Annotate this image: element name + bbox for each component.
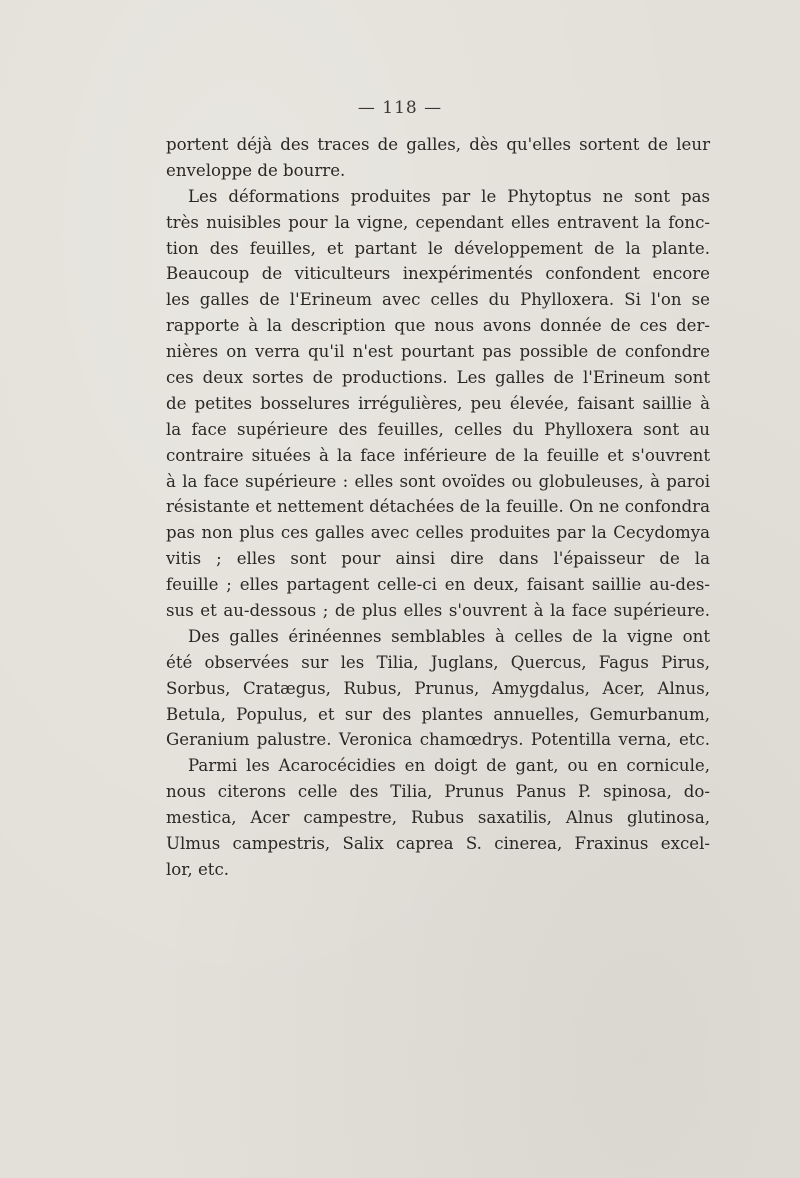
body-text xyxy=(166,132,710,883)
page-number: — 118 — xyxy=(357,98,443,118)
text-line: de petites bosselures irrégulières, peu élevée, faisant saillie à xyxy=(166,393,710,413)
text-line: très nuisibles pour la vigne, cependant elles entravent la fonc- xyxy=(166,212,710,232)
text-line: Des galles érinéennes semblables à celles de la vigne ont xyxy=(188,626,710,646)
text-line: les galles de l'Erineum avec celles du Phylloxera. Si l'on se xyxy=(166,290,710,310)
text-line: nous citerons celle des Tilia, Prunus Panus P. spinosa, do- xyxy=(166,782,710,802)
text-line: mestica, Acer campestre, Rubus saxatilis, Alnus glutinosa, xyxy=(166,808,710,828)
text-line: Les déformations produites par le Phytoptus ne sont pas xyxy=(188,186,710,206)
text-line: Ulmus campestris, Salix caprea S. cinerea, Fraxinus excel- xyxy=(166,834,710,854)
text-line: Sorbus, Cratægus, Rubus, Prunus, Amygdalus, Acer, Alnus, xyxy=(166,678,710,698)
text-line: la face supérieure des feuilles, celles du Phylloxera sont au xyxy=(166,419,710,439)
text-line: résistante et nettement détachées de la feuille. On ne confondra xyxy=(166,497,710,517)
text-line: enveloppe de bourre. xyxy=(166,160,346,180)
text-line: rapporte à la description que nous avons donnée de ces der- xyxy=(166,316,710,336)
text-line: feuille ; elles partagent celle-ci en deux, faisant saillie au-des- xyxy=(166,575,710,595)
text-line: pas non plus ces galles avec celles produites par la Cecydomya xyxy=(166,523,710,543)
text-line: à la face supérieure : elles sont ovoïdes ou globuleuses, à paroi xyxy=(166,471,710,491)
text-line: Geranium palustre. Veronica chamœdrys. Potentilla verna, etc. xyxy=(166,730,710,750)
text-line: vitis ; elles sont pour ainsi dire dans l'épaisseur de la xyxy=(166,549,710,569)
text-line: sus et au-dessous ; de plus elles s'ouvrent à la face supérieure. xyxy=(166,601,710,621)
text-line: ces deux sortes de productions. Les galles de l'Erineum sont xyxy=(166,368,710,388)
text-line: contraire situées à la face inférieure de la feuille et s'ouvrent xyxy=(166,445,710,465)
text-line: lor, etc. xyxy=(166,859,230,879)
text-line: Betula, Populus, et sur des plantes annuelles, Gemurbanum, xyxy=(166,704,710,724)
text-line: Beaucoup de viticulteurs inexpérimentés confondent encore xyxy=(166,264,710,284)
text-line: nières on verra qu'il n'est pourtant pas possible de confondre xyxy=(166,342,710,362)
text-line: tion des feuilles, et partant le développement de la plante. xyxy=(166,238,710,258)
text-line: Parmi les Acarocécidies en doigt de gant, ou en cornicule, xyxy=(188,756,710,776)
text-line: été observées sur les Tilia, Juglans, Quercus, Fagus Pirus, xyxy=(166,652,710,672)
text-line: portent déjà des traces de galles, dès qu'elles sortent de leur xyxy=(166,135,710,154)
